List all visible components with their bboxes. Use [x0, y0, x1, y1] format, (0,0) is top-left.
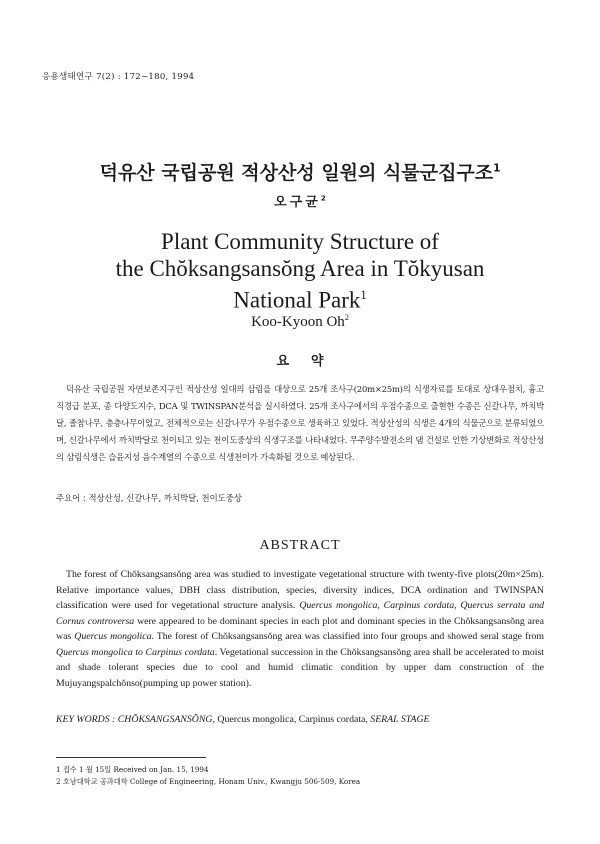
english-author-name: Koo-Kyoon Oh: [251, 314, 345, 330]
english-title-footnote-mark: 1: [360, 288, 367, 302]
english-keywords: [56, 714, 430, 725]
abstract-sentence-4: . Vegetational succession in the Chŏksangsansŏng area shall be accelerated to moist and shade tolerant species due to cool and humid climatic condition by upper dam construction of the Mujuyangspalchŏnso(pumping up power station).: [56, 646, 544, 689]
abstract-seral-species: Quercus mongolica to Carpinus cordata: [56, 646, 215, 658]
korean-abstract: 덕유산 국립공원 자연보존지구인 적상산성 일대의 삼림을 대상으로 25개 조사구(20m×25m)의 식생자료를 토대로 상대우점치, 흉고 직경급 분포, 종 다양도지수, DCA 및 TWINSPAN분석을 실시하였다. 25개 조사구에서의 우점수종으로 출현한 수종은 신갈나무, 까치박달, 졸참나무, 층층나무이었고, 전체적으로는 신갈나무가 우점수종으로 생육하고 있었다. 적상산성의 식생은 4개의 식물군으로 분류되었으며, 신갈나무에서 까치박달로 천이되고 있는 천이도중상의 식생구조를 나타내었다. 무주양수발전소의 댐 건설로 인한 기상변화로 적상산성의 삼림식생은 습윤지성 음수계열의 수종으로 식생천이가 가속화될 것으로 예상된다.: [56, 384, 544, 462]
korean-title: [0, 158, 600, 185]
abstract-species-list: Quercus mongolica, Carpinus cordata, Quercus serrata and Cornus controversa: [56, 600, 544, 627]
english-author-footnote-mark: 2: [344, 313, 349, 322]
footnote-affiliation: 2 호남대학교 공과대학 College of Engineering, Honam Univ., Kwangju 506-509, Korea: [56, 777, 361, 786]
korean-author-name: 오구균: [274, 195, 321, 210]
korean-summary-heading: 요약: [276, 354, 346, 369]
english-title-line-1: Plant Community Structure of: [161, 229, 439, 254]
abstract-dominant-species: Quercus mongolica: [74, 631, 152, 642]
english-title-line-3-text: National Park: [233, 287, 361, 313]
english-title: [0, 228, 600, 314]
korean-title-footnote-mark: 1: [493, 162, 501, 175]
korean-keywords-label: 주요어 :: [56, 493, 86, 503]
english-title-line-2: the Chŏksangsansŏng Area in Tŏkyusan: [115, 256, 485, 281]
korean-author-footnote-mark: 2: [320, 193, 326, 203]
korean-keywords-terms: 적상산성, 신갈나무, 까치박달, 천이도중상: [88, 493, 242, 503]
english-keywords-species: Quercus mongolica, Carpinus cordata,: [214, 714, 368, 725]
english-keywords-label: KEY WORDS : CHŎKSANGSANSŎNG,: [56, 714, 215, 725]
korean-author: [0, 191, 600, 210]
footnote-received: 1 접수 1 월 15일 Received on Jan. 15, 1994: [56, 765, 209, 774]
abstract-sentence-2: were appeared to be dominant species in each plot and dominant species in the Chŏksangsansŏng area was: [56, 615, 544, 642]
korean-title-text: 덕유산 국립공원 적상산성 일원의 식물군집구조: [99, 162, 494, 184]
english-keywords-seral: SERAL STAGE: [367, 714, 430, 725]
abstract-sentence-3: . The forest of Chŏksangsansŏng area was classified into four groups and showed seral stage from: [151, 631, 545, 642]
footnote-divider: [56, 757, 206, 758]
abstract-sentence-1: The forest of Chŏksangsansŏng area was studied to investigate vegetational structure with twenty-five plots(20m×25m). Relative importance values, DBH class distribution, species, diversity indices, DCA ordination and TWINSPAN classification were used for vegetational structure analysis.: [56, 569, 544, 611]
english-author: [0, 313, 600, 331]
english-title-line-3: [0, 282, 600, 314]
journal-citation: 응용생태연구 7(2) : 172~180, 1994: [42, 72, 195, 82]
abstract-heading: ABSTRACT: [259, 538, 341, 553]
english-abstract: [56, 567, 544, 691]
korean-keywords: [56, 492, 242, 504]
